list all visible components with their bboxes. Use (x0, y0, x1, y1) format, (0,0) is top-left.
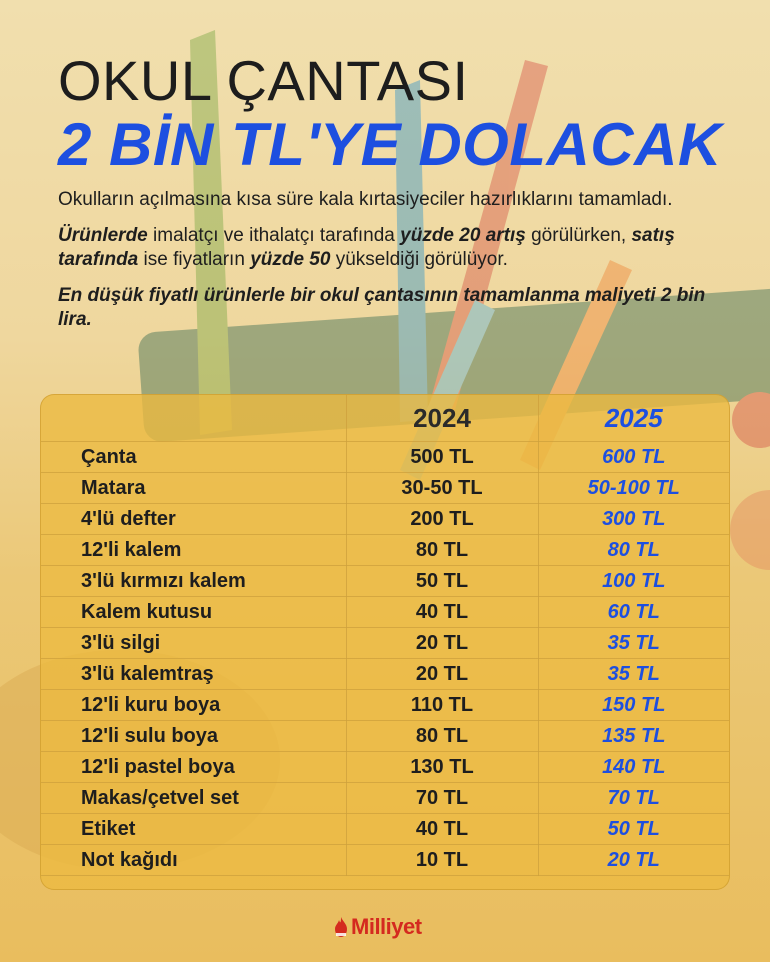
item-name: 3'lü silgi (41, 628, 346, 659)
price-2025: 150 TL (538, 690, 729, 721)
table-row (41, 566, 729, 597)
price-table-container (40, 394, 730, 890)
table-row (41, 690, 729, 721)
intro-p2-f: ise fiyatların (138, 249, 251, 270)
table-row (41, 628, 729, 659)
item-name: 3'lü kırmızı kalem (41, 566, 346, 597)
price-2024: 40 TL (346, 814, 538, 845)
price-2025: 35 TL (538, 628, 729, 659)
flame-icon (333, 916, 349, 938)
item-name: Makas/çetvel set (41, 783, 346, 814)
price-2025: 20 TL (538, 845, 729, 876)
price-2025: 35 TL (538, 659, 729, 690)
item-name: Not kağıdı (41, 845, 346, 876)
intro-p2-d: görülürken, (525, 225, 632, 246)
price-2025: 50 TL (538, 814, 729, 845)
price-table (41, 395, 729, 876)
intro-text (58, 188, 718, 344)
intro-paragraph-1: Okulların açılmasına kısa süre kala kırtasiyeciler hazırlıklarını tamamladı. (58, 189, 673, 210)
intro-p2-c: yüzde 20 artış (400, 225, 526, 246)
table-row (41, 845, 729, 876)
price-2024: 110 TL (346, 690, 538, 721)
milliyet-logo (333, 914, 422, 940)
title-line-2: 2 BİN TL'YE DOLACAK (58, 111, 722, 178)
table-row (41, 814, 729, 845)
header-2024: 2024 (346, 395, 538, 442)
title-line-1: OKUL ÇANTASI (58, 49, 469, 112)
price-2025: 135 TL (538, 721, 729, 752)
item-name: Çanta (41, 442, 346, 473)
price-2025: 100 TL (538, 566, 729, 597)
table-header-row (41, 395, 729, 442)
price-2024: 80 TL (346, 721, 538, 752)
item-name: 12'li sulu boya (41, 721, 346, 752)
price-2025: 70 TL (538, 783, 729, 814)
header-2025: 2025 (538, 395, 729, 442)
price-2024: 80 TL (346, 535, 538, 566)
item-name: Etiket (41, 814, 346, 845)
intro-p2-b: imalatçı ve ithalatçı tarafında (147, 225, 401, 246)
table-row (41, 752, 729, 783)
table-row (41, 783, 729, 814)
price-2025: 300 TL (538, 504, 729, 535)
price-2025: 80 TL (538, 535, 729, 566)
item-name: 12'li kuru boya (41, 690, 346, 721)
item-name: Kalem kutusu (41, 597, 346, 628)
item-name: 12'li pastel boya (41, 752, 346, 783)
price-2024: 50 TL (346, 566, 538, 597)
price-2024: 30-50 TL (346, 473, 538, 504)
table-row (41, 442, 729, 473)
price-2024: 500 TL (346, 442, 538, 473)
table-row (41, 721, 729, 752)
table-row (41, 504, 729, 535)
intro-p2-e: satış tarafında (58, 225, 675, 270)
table-row (41, 535, 729, 566)
price-2024: 70 TL (346, 783, 538, 814)
table-row (41, 659, 729, 690)
price-2024: 20 TL (346, 659, 538, 690)
price-2024: 130 TL (346, 752, 538, 783)
logo-text: Milliyet (351, 914, 422, 939)
price-2025: 140 TL (538, 752, 729, 783)
price-2025: 600 TL (538, 442, 729, 473)
intro-paragraph-3: En düşük fiyatlı ürünlerle bir okul çantasının tamamlanma maliyeti 2 bin lira. (58, 285, 706, 330)
header-item (41, 395, 346, 442)
intro-p2-g: yüzde 50 (250, 249, 331, 270)
table-row (41, 597, 729, 628)
price-2024: 200 TL (346, 504, 538, 535)
price-2024: 20 TL (346, 628, 538, 659)
price-2024: 40 TL (346, 597, 538, 628)
intro-paragraph-2 (58, 224, 718, 272)
price-2024: 10 TL (346, 845, 538, 876)
table-row (41, 473, 729, 504)
item-name: Matara (41, 473, 346, 504)
price-2025: 50-100 TL (538, 473, 729, 504)
intro-p2-a: Ürünlerde (58, 225, 148, 246)
item-name: 12'li kalem (41, 535, 346, 566)
intro-p2-h: yükseldiği görülüyor. (330, 249, 508, 270)
item-name: 3'lü kalemtraş (41, 659, 346, 690)
item-name: 4'lü defter (41, 504, 346, 535)
price-2025: 60 TL (538, 597, 729, 628)
